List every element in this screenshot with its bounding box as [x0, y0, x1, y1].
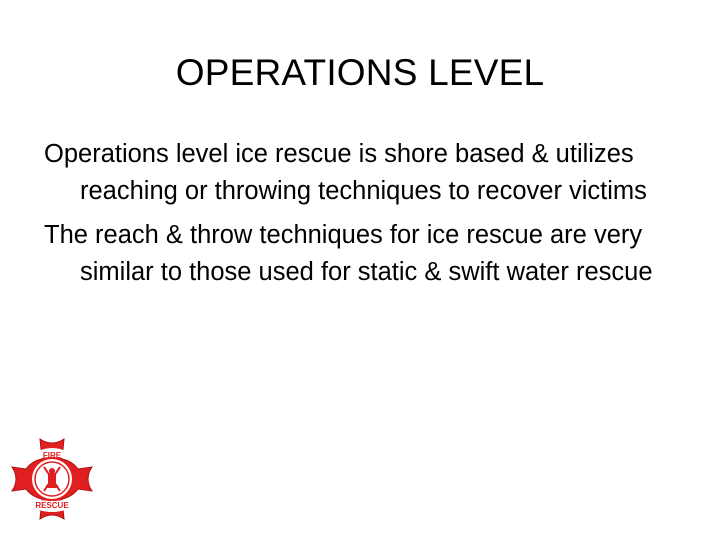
bullet-item: Operations level ice rescue is shore based & utilizes reaching or throwing techniques to recover victims	[44, 140, 647, 205]
slide-title: OPERATIONS LEVEL	[175, 52, 545, 93]
bullet-list	[44, 136, 664, 298]
logo-top-text: FIRE	[42, 451, 62, 460]
fire-rescue-maltese-cross-logo	[10, 437, 94, 521]
bullet-item: The reach & throw techniques for ice rescue are very similar to those used for static & swift water rescue	[44, 221, 653, 286]
logo-bottom-text: RESCUE	[35, 501, 69, 510]
